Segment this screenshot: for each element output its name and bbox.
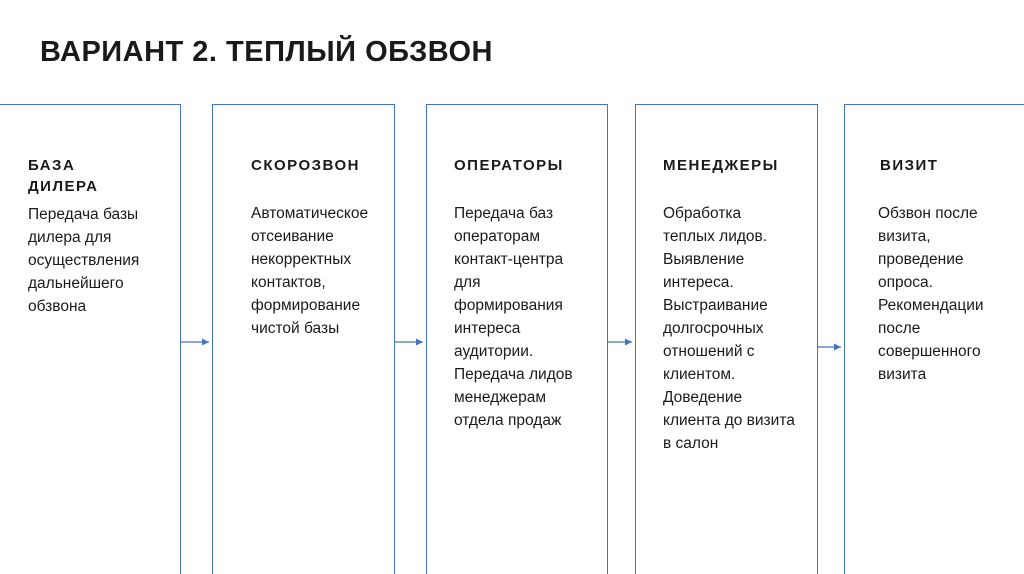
heading-line: ОПЕРАТОРЫ [454,157,564,174]
step-description [251,202,391,340]
description-line: интереса. [663,274,734,291]
description-line: формирования [454,297,563,314]
step-box-visit [844,104,1024,574]
description-line: для [454,274,481,291]
description-line: Передача лидов [454,366,573,383]
description-line: отсеивание [251,228,334,245]
description-line: отдела продаж [454,412,562,429]
description-line: Выстраивание [663,297,768,314]
description-line: Доведение [663,389,743,406]
heading-line: ДИЛЕРА [28,178,99,195]
description-line: теплых лидов. [663,228,768,245]
description-line: чистой базы [251,320,340,337]
description-line: отношений с [663,343,755,360]
description-line: Обработка [663,205,742,222]
description-line: визита, [878,228,931,245]
step-description [663,202,813,455]
heading-line: БАЗА [28,157,76,174]
step-heading [28,155,178,197]
description-line: аудитории. [454,343,534,360]
description-line: совершенного [878,343,981,360]
description-line: Автоматическое [251,205,369,222]
description-line: интереса [454,320,521,337]
heading-line: СКОРОЗВОН [251,157,360,174]
description-line: дальнейшего [28,275,124,292]
description-line: в салон [663,435,719,452]
step-description [878,202,1018,386]
step-box-managers [635,104,818,574]
description-line: формирование [251,297,361,314]
description-line: Передача базы [28,206,139,223]
description-line: некорректных [251,251,352,268]
description-line: Рекомендации [878,297,984,314]
description-line: визита [878,366,927,383]
description-line: контакт-центра [454,251,564,268]
description-line: Передача баз [454,205,554,222]
description-line: обзвона [28,298,87,315]
slide-title: ВАРИАНТ 2. ТЕПЛЫЙ ОБЗВОН [40,36,493,68]
description-line: долгосрочных [663,320,764,337]
description-line: клиентом. [663,366,736,383]
description-line: Обзвон после [878,205,978,222]
description-line: дилера для [28,229,112,246]
step-box-autodialer [212,104,395,574]
step-heading [880,155,938,176]
description-line: Выявление [663,251,745,268]
heading-line: ВИЗИТ [880,157,939,174]
step-description [454,202,604,432]
description-line: клиента до визита [663,412,795,429]
description-line: после [878,320,921,337]
description-line: осуществления [28,252,140,269]
description-line: проведение [878,251,964,268]
step-heading [663,155,779,176]
step-heading [454,155,564,176]
description-line: менеджерам [454,389,547,406]
step-heading [251,155,360,176]
description-line: контактов, [251,274,326,291]
description-line: операторам [454,228,540,245]
step-box-dealer-base [0,104,181,574]
step-box-operators [426,104,608,574]
description-line: опроса. [878,274,933,291]
step-description [28,203,178,318]
heading-line: МЕНЕДЖЕРЫ [663,157,779,174]
